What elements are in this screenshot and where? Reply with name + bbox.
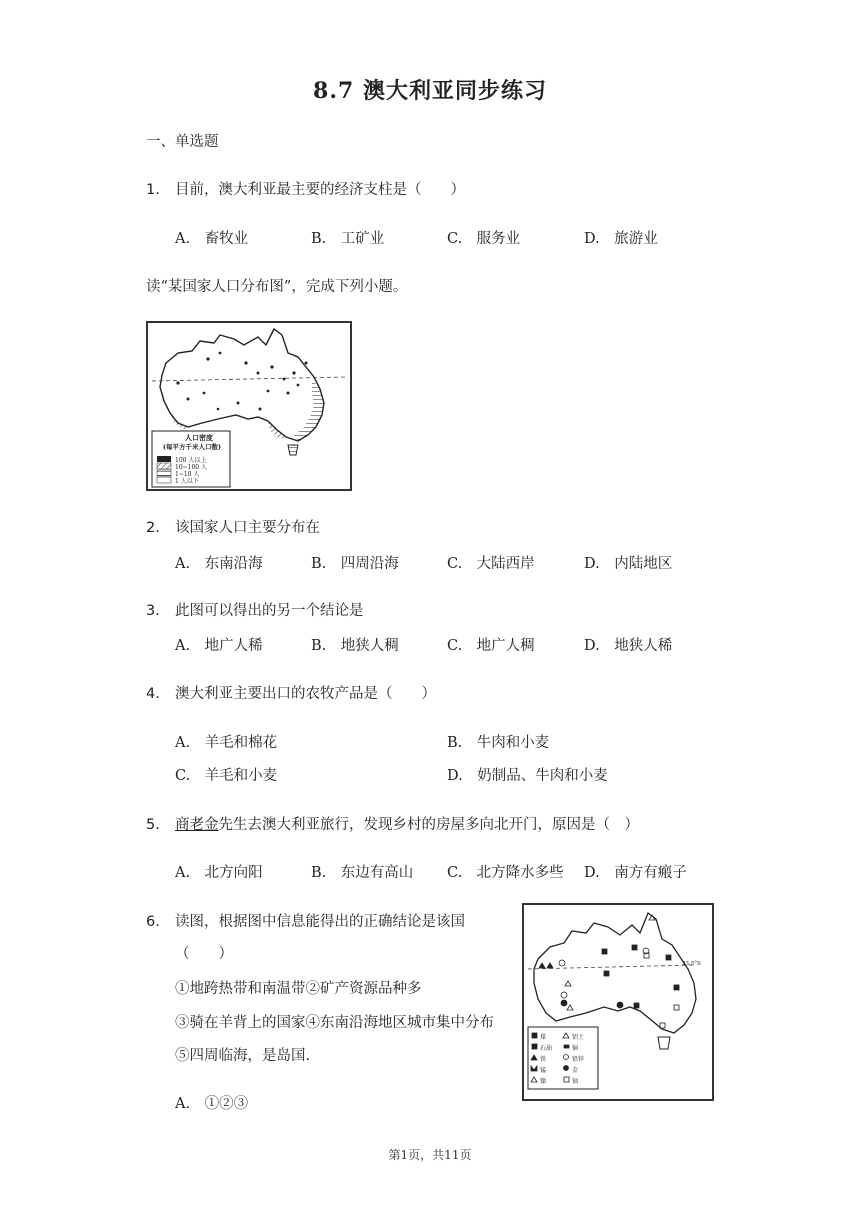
- q4-option-a: A. 羊毛和棉花: [175, 735, 278, 751]
- q2-option-c: C. 大陆西岸: [447, 556, 535, 572]
- q6-stem: 读图，根据图中信息能得出的正确结论是该国: [175, 914, 465, 930]
- q1-option-a: A. 畜牧业: [175, 231, 249, 247]
- q5-option-a: A. 北方向阳: [175, 865, 263, 881]
- map1-legend-item: 1 人以下: [175, 478, 199, 485]
- q6-number: 6.: [146, 914, 160, 930]
- map1-legend-title: 人口密度: [185, 433, 213, 442]
- map2-legend-item: 锰: [540, 1067, 547, 1074]
- q3-option-b: B. 地狭人稠: [311, 638, 399, 654]
- q6-statement-line: ③骑在羊背上的国家④东南沿海地区城市集中分布: [175, 1015, 494, 1031]
- map2-legend-item: 铀: [572, 1078, 579, 1085]
- q5-stem: [175, 815, 639, 835]
- q1-option-b: B. 工矿业: [311, 231, 385, 247]
- q3-stem: 此图可以得出的另一个结论是: [175, 603, 364, 619]
- q2-number: 2.: [146, 520, 160, 536]
- q3-option-a: A. 地广人稀: [175, 638, 263, 654]
- q4-option-c: C. 羊毛和小麦: [175, 768, 278, 784]
- q2-option-a: A. 东南沿海: [175, 556, 263, 572]
- q6-paren: （ ）: [175, 946, 233, 962]
- map2-legend-item: 铜: [572, 1045, 579, 1052]
- page-footer: 第1页，共11页: [388, 1148, 472, 1162]
- q4-option-b: B. 牛肉和小麦: [447, 735, 550, 751]
- q2-stem: 该国家人口主要分布在: [175, 520, 320, 536]
- q1-option-d: D. 旅游业: [584, 231, 658, 247]
- map2-legend-item: 石油: [540, 1045, 553, 1052]
- q4-stem: 澳大利亚主要出口的农牧产品是（ ）: [175, 686, 436, 702]
- q3-option-d: D. 地狭人稀: [584, 638, 673, 654]
- reading-intro: 读“某国家人口分布图”，完成下列小题。: [146, 279, 408, 295]
- q1-stem: 目前，澳大利亚最主要的经济支柱是（ ）: [175, 182, 465, 198]
- q5-number: 5.: [146, 817, 160, 833]
- q5-stem-text: 先生去澳大利亚旅行，发现乡村的房屋多向北开门，原因是（ ）: [218, 817, 639, 833]
- q5-option-b: B. 东边有高山: [311, 865, 414, 881]
- map2-legend-item: 镍: [540, 1078, 547, 1085]
- map1-legend-item: 10~100 人: [175, 464, 208, 471]
- q3-option-c: C. 地广人稠: [447, 638, 535, 654]
- map2-legend-item: 铁: [540, 1056, 547, 1063]
- page-title: 8.7 澳大利亚同步练习: [313, 78, 547, 104]
- q4-number: 4.: [146, 686, 160, 702]
- q6-option-a: A. ①②③: [175, 1096, 249, 1112]
- map1-legend-subtitle: (每平方千米人口数): [162, 443, 222, 451]
- q4-option-d: D. 奶制品、牛肉和小麦: [447, 768, 608, 784]
- map1-legend-item: 100 人以上: [175, 457, 207, 464]
- q6-statement-line: ⑤四周临海，是岛国.: [175, 1048, 311, 1064]
- q5-option-c: C. 北方降水多些: [447, 865, 564, 881]
- q1-number: 1.: [146, 182, 160, 198]
- map2-legend-item: 煤: [540, 1034, 547, 1041]
- population-map: [146, 321, 352, 491]
- q3-number: 3.: [146, 603, 160, 619]
- map2-legend-item: 金: [572, 1067, 579, 1074]
- q5-option-d: D. 南方有瘢子: [584, 865, 687, 881]
- tropic-label: 23.5°S: [682, 961, 701, 967]
- mineral-map: [522, 903, 714, 1101]
- map2-legend-item: 铝土: [572, 1034, 585, 1041]
- q6-statement-line: ①地跨热带和南温带②矿产资源品种多: [175, 981, 422, 997]
- q2-option-b: B. 四周沿海: [311, 556, 399, 572]
- map2-legend-item: 铅锌: [572, 1056, 585, 1063]
- q2-option-d: D. 内陆地区: [584, 556, 673, 572]
- q5-person-name: 商老金: [175, 817, 219, 833]
- map1-legend-item: 1~10 人: [175, 471, 200, 478]
- section-heading: 一、单选题: [146, 134, 219, 150]
- mineral-map-graphic: [524, 905, 712, 1099]
- q1-option-c: C. 服务业: [447, 231, 521, 247]
